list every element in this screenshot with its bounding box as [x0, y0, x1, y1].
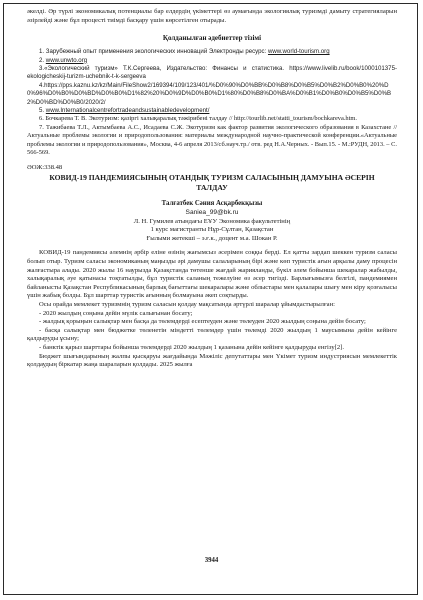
reference-item-5: 5. www.Internationalcentrefortradeandsustainabledevelopment/ [39, 107, 210, 115]
page-content [27, 8, 397, 370]
body-paragraph: КОВИД-19 пандемиясы әлемнің әрбір еліне өзінің жағымсыз әсерімен соққы берді. Ел қатты зардап шеккен туризм саласы болып отыр. Туризм саласы экономиканың маңызды әрі дамушы салаларының бірі және көп туристік ағын арқылы даму процесін жалғастыра алады. 2020 жылы 16 наурызда Қазақстанда төтенше жағдай жарияланды, бүкіл әлем бойынша шекаралар жабылды, халықаралық әуе қатынасы тоқтатылды, бұл туристік саланың тежелуіне өз әсер тигізді. Барлығымызға белгілі, пандемиямен байланысты Қазақстан Республикасының барлық бағыттағы шекаралары және облыстары мен қалалары шығу мен кіру қозғалысы үшін жабық болды. Бұл шарттар туристік ағынның болмауына әкеп соқтырды. [27, 249, 397, 300]
body-paragraph: Осы орайда мемлекет туризмнің туризм саласын қолдау мақсатында әртүрлі шаралар ұйымдастырылған: [39, 301, 335, 308]
author-position: 1 курс магистранты Нұр-Сұлтан, Қазақстан [150, 226, 274, 234]
intro-paragraph: әкелді. Әр түрлі экономикалық потенциалы бар елдердің үкіметтері өз аумағында экологиялық туризмді дамыту стратегияларын әзірлейді және бұл процесті тиімді басқару үшін көрсетілген отырады. [27, 8, 397, 24]
reference-link-4[interactable]: https://pps.kaznu.kz/kz/Main/FileShow2/169394/109/123/401/%D0%90%D0%BB%D0%B8%D0%B5%D0%B2%D0%B0%20%D0%96%D0%B0%D0%BD%D0%B0%D1%82%20%D0%9D%D0%B0%D1%80%D0%B8%D0%BA%D0%B1%D0%B0%D0%B5%D0%B2%D0%BD%D0%B0/2020/2/ [27, 81, 392, 106]
reference-item-3: 3.«Экологический туризм» Т.К.Сергеева, Издательство: Финансы и статистика. https://www.livelib.ru/book/1000101375-ekologicheskij-turizm-uchebnik-t-k-sergeeva [27, 65, 397, 81]
reference-item-2: 2. www.unwto.org [39, 56, 88, 64]
udc-code: ӘОЖ:338.48 [27, 164, 63, 172]
article-title: КОВИД-19 ПАНДЕМИЯСЫНЫҢ ОТАНДЫҚ ТУРИЗМ САЛАСЫНЫҢ ДАМУЫНА ӘСЕРІН ТАЛДАУ [49, 173, 375, 192]
page-number: 3944 [204, 557, 219, 564]
author-name: Талғатбек Сәния Асқарбекқызы [161, 200, 263, 208]
list-item: - 2020 жылдың соңына дейін мүлік салығынан босату; [39, 309, 193, 317]
reference-link-5[interactable]: www.Internationalcentrefortradeandsustainabledevelopment/ [45, 107, 210, 115]
reference-link-1[interactable]: www.world-tourism.org [267, 48, 330, 56]
reference-item-4: 4.https://pps.kaznu.kz/kz/Main/FileShow2/169394/109/123/401/%D0%90%D0%BB%D0%B8%D0%B5%D0%B2%D0%B0%20%D0%96%D0%B0%D0%BD%D0%B0%D1%82%20%D0%9D%D0%B0%D1%80%D0%B8%D0%BA%D0%B1%D0%B0%D0%B5%D0%B2%D0%BD%D0%B0/2020/2/ [27, 81, 392, 106]
body-paragraph: Бюджет шығындарының жалпы қысқаруы жағдайында Мәжіліс депутаттары мен Үкімет туризм индустриясын мемлекеттік қолдаудың біркатар жаңа шараларын қолдады. 2025 жылға [27, 352, 397, 369]
reference-item-1: 1. Зарубежный опыт применения экологических инноваций Электронды ресурс: www.world-tourism.org [39, 48, 330, 56]
reference-link-2[interactable]: www.unwto.org [45, 56, 88, 64]
reference-item-6: 6. Бочкарева Т. В. Экотуризм: қазіргі халықаралық тәжірибені талдау // http://tourlib.net/statti_tourism/bochkareva.htm. [39, 115, 357, 123]
author-email[interactable]: Saniea_99@bk.ru [185, 209, 239, 217]
list-item: - жалдық қорыңын салықтар мен басқа да төлемдерді есептеуден және төлеуден 2020 жылдың соңына дейін босату; [39, 318, 366, 326]
supervisor: Ғылыми жетекші – э.ғ.к., доцент м.а. Шокан Р. [146, 234, 278, 242]
references-title: Қолданылған әдебиеттер тізімі [162, 34, 262, 43]
list-item: - банктік қарыз шарттары бойынша төлемдерді 2020 жылдың 1 қазанына дейін кейінге қалдыруды енгізу[2]. [39, 343, 344, 351]
reference-link-3[interactable]: https://www.livelib.ru/book/1000101375-ekologicheskij-turizm-uchebnik-t-k-sergeeva [27, 65, 397, 81]
author-affiliation: Л. Н. Гумилев атындағы ЕҰУ Экономика факультетінің [133, 217, 291, 225]
reference-item-7: 7. Тажибаева Т.Л., Актымбаева А.С., Исадаева С.Ж. Экотуризм как фактор развития экологического образования в Казахстане // Актуальные проблемы экологии и природопользования: материалы международной научно-практической конференции.«Актуальные проблемы экологии и природопользования», Москва, 4-6 апреля 2013/сб.науч.тр./ отв. ред Н.А.Черных. - Вып.15. - М.:РУДН, 2013. – С. 566-569. [27, 123, 397, 157]
list-item: - басқа салықтар мен бюджетке төленетін міндетті төлемдер үшін төлемді 2020 жылдың 1 маусымына дейін кейінге қалдыруды ұсыну; [27, 326, 397, 343]
